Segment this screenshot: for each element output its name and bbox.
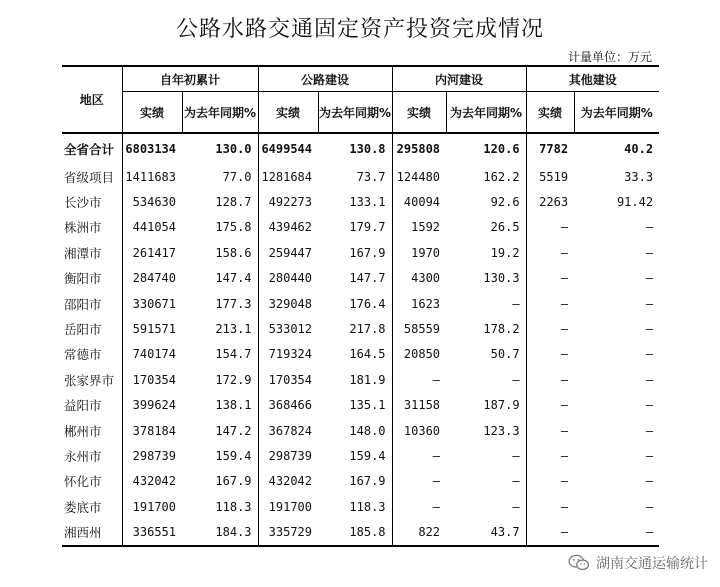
yoy-percent-cell: – — [645, 322, 654, 337]
yoy-percent-cell: 130.8 — [349, 142, 386, 156]
actual-value-cell: 439462 — [258, 215, 318, 240]
actual-value-cell: – — [526, 469, 574, 494]
investment-table — [62, 65, 659, 547]
actual-value-cell: 329048 — [258, 291, 318, 316]
yoy-percent-cell: 118.3 — [349, 499, 386, 514]
table-row — [62, 342, 659, 367]
yoy-percent-cell: 40.2 — [624, 142, 654, 156]
yoy-percent-cell: – — [645, 271, 654, 286]
region-name-cell: 益阳市 — [64, 398, 102, 414]
yoy-percent-cell: 167.9 — [349, 474, 386, 489]
yoy-percent-cell: 187.9 — [483, 398, 520, 413]
actual-value-cell: 10360 — [392, 418, 446, 443]
region-name-cell: 永州市 — [64, 448, 102, 464]
yoy-percent-cell: 164.5 — [349, 347, 386, 362]
yoy-percent-cell: – — [645, 398, 654, 413]
actual-value-cell: – — [526, 418, 574, 443]
yoy-percent-cell: 185.8 — [349, 525, 386, 540]
yoy-percent-cell: 118.3 — [215, 499, 252, 514]
yoy-percent-cell: 133.1 — [349, 195, 386, 210]
table-row — [62, 418, 659, 443]
region-name-cell: 省级项目 — [64, 169, 115, 185]
actual-value-cell: 740174 — [122, 342, 182, 367]
wechat-icon — [568, 554, 590, 572]
region-name-cell: 郴州市 — [64, 423, 102, 439]
region-name-cell: 湘潭市 — [64, 245, 102, 261]
actual-value-cell: 5519 — [526, 164, 574, 189]
actual-value-cell: 1281684 — [258, 164, 318, 189]
actual-value-cell: 335729 — [258, 519, 318, 545]
yoy-percent-cell: 147.7 — [349, 271, 386, 286]
table-row — [62, 291, 659, 316]
actual-value-cell: 367824 — [258, 418, 318, 443]
actual-value-cell: 259447 — [258, 240, 318, 265]
actual-value-cell: 432042 — [258, 469, 318, 494]
region-name-cell: 湘西州 — [64, 525, 102, 541]
yoy-percent-cell: 178.2 — [483, 322, 520, 337]
yoy-percent-cell: 176.4 — [349, 296, 386, 311]
actual-value-cell: 441054 — [122, 215, 182, 240]
actual-value-cell: – — [526, 240, 574, 265]
yoy-percent-cell: 130.3 — [483, 271, 520, 286]
yoy-percent-cell: – — [645, 474, 654, 489]
yoy-percent-cell: 162.2 — [483, 169, 520, 184]
yoy-percent-cell: – — [645, 448, 654, 463]
yoy-percent-cell: 175.8 — [215, 220, 252, 235]
region-name-cell: 株洲市 — [64, 220, 102, 236]
actual-value-cell: 20850 — [392, 342, 446, 367]
actual-value-cell: 6803134 — [122, 133, 182, 164]
yoy-percent-cell: 159.4 — [349, 448, 386, 463]
actual-value-cell: 378184 — [122, 418, 182, 443]
region-name-cell: 长沙市 — [64, 195, 102, 211]
group-header-other: 其他建设 — [526, 66, 659, 92]
yoy-percent-cell: – — [512, 372, 520, 387]
actual-value-cell: – — [526, 519, 574, 545]
actual-value-cell: 298739 — [258, 443, 318, 468]
region-name-cell: 衡阳市 — [64, 271, 102, 287]
region-name-cell: 邵阳市 — [64, 296, 102, 312]
actual-value-cell: 2263 — [526, 189, 574, 214]
yoy-percent-cell: 147.2 — [215, 423, 252, 438]
table-row-total — [62, 133, 659, 164]
yoy-percent-cell: – — [512, 474, 520, 489]
region-name-cell: 全省合计 — [64, 142, 115, 157]
table-header — [62, 66, 659, 133]
actual-value-cell: – — [392, 494, 446, 519]
yoy-percent-cell: – — [512, 448, 520, 463]
actual-value-cell: 432042 — [122, 469, 182, 494]
group-header-inland-waterway: 内河建设 — [392, 66, 526, 92]
yoy-percent-cell: 179.7 — [349, 220, 386, 235]
table-row — [62, 443, 659, 468]
sub-header-actual: 实绩 — [122, 92, 182, 134]
yoy-percent-cell: 154.7 — [215, 347, 252, 362]
actual-value-cell: 719324 — [258, 342, 318, 367]
table-row — [62, 469, 659, 494]
yoy-percent-cell: 120.6 — [483, 142, 520, 156]
unit-label: 计量单位：万元 — [567, 50, 652, 64]
actual-value-cell: – — [526, 316, 574, 341]
yoy-percent-cell: 135.1 — [349, 398, 386, 413]
actual-value-cell: 822 — [392, 519, 446, 545]
sub-header-yoy: 为去年同期% — [318, 92, 392, 134]
actual-value-cell: – — [392, 367, 446, 392]
yoy-percent-cell: 181.9 — [349, 372, 386, 387]
yoy-percent-cell: 92.6 — [490, 195, 520, 210]
page-title: 公路水路交通固定资产投资完成情况 — [175, 17, 544, 42]
actual-value-cell: – — [526, 393, 574, 418]
yoy-percent-cell: 184.3 — [215, 525, 252, 540]
actual-value-cell: 261417 — [122, 240, 182, 265]
table-row — [62, 367, 659, 392]
yoy-percent-cell: 50.7 — [490, 347, 520, 362]
actual-value-cell: 336551 — [122, 519, 182, 545]
table-body — [62, 133, 659, 546]
actual-value-cell: 284740 — [122, 266, 182, 291]
table-row — [62, 189, 659, 214]
actual-value-cell: 1970 — [392, 240, 446, 265]
yoy-percent-cell: – — [645, 347, 654, 362]
actual-value-cell: – — [526, 443, 574, 468]
sub-header-actual: 实绩 — [526, 92, 574, 134]
actual-value-cell: 1411683 — [122, 164, 182, 189]
actual-value-cell: 170354 — [122, 367, 182, 392]
yoy-percent-cell: 177.3 — [215, 296, 252, 311]
table-row — [62, 494, 659, 519]
actual-value-cell: – — [526, 215, 574, 240]
actual-value-cell: 6499544 — [258, 133, 318, 164]
sub-header-actual: 实绩 — [392, 92, 446, 134]
group-header-highway: 公路建设 — [258, 66, 392, 92]
actual-value-cell: 1623 — [392, 291, 446, 316]
actual-value-cell: 1592 — [392, 215, 446, 240]
actual-value-cell: – — [526, 291, 574, 316]
table-row — [62, 393, 659, 418]
yoy-percent-cell: 130.0 — [215, 142, 252, 156]
sub-header-yoy: 为去年同期% — [574, 92, 659, 134]
yoy-percent-cell: 167.9 — [349, 245, 386, 260]
actual-value-cell: 298739 — [122, 443, 182, 468]
yoy-percent-cell: – — [645, 220, 654, 235]
yoy-percent-cell: – — [645, 423, 654, 438]
yoy-percent-cell: 91.42 — [616, 195, 654, 210]
yoy-percent-cell: 159.4 — [215, 448, 252, 463]
yoy-percent-cell: 217.8 — [349, 322, 386, 337]
table-row — [62, 266, 659, 291]
region-name-cell: 岳阳市 — [64, 322, 102, 338]
table-row — [62, 164, 659, 189]
actual-value-cell: 399624 — [122, 393, 182, 418]
yoy-percent-cell: 213.1 — [215, 322, 252, 337]
table-row — [62, 215, 659, 240]
sub-header-yoy: 为去年同期% — [182, 92, 258, 134]
watermark — [568, 553, 708, 573]
group-header-cumulative: 自年初累计 — [122, 66, 258, 92]
actual-value-cell: 58559 — [392, 316, 446, 341]
yoy-percent-cell: – — [645, 499, 654, 514]
yoy-percent-cell: 128.7 — [215, 195, 252, 210]
actual-value-cell: 368466 — [258, 393, 318, 418]
actual-value-cell: 191700 — [258, 494, 318, 519]
actual-value-cell: 170354 — [258, 367, 318, 392]
yoy-percent-cell: 19.2 — [490, 245, 520, 260]
region-name-cell: 怀化市 — [64, 474, 102, 490]
actual-value-cell: 295808 — [392, 133, 446, 164]
actual-value-cell: – — [526, 342, 574, 367]
yoy-percent-cell: 147.4 — [215, 271, 252, 286]
yoy-percent-cell: 138.1 — [215, 398, 252, 413]
yoy-percent-cell: 167.9 — [215, 474, 252, 489]
yoy-percent-cell: 26.5 — [490, 220, 520, 235]
actual-value-cell: 124480 — [392, 164, 446, 189]
yoy-percent-cell: 73.7 — [356, 169, 386, 184]
actual-value-cell: 330671 — [122, 291, 182, 316]
yoy-percent-cell: – — [512, 499, 520, 514]
table-row — [62, 240, 659, 265]
yoy-percent-cell: 148.0 — [349, 423, 386, 438]
actual-value-cell: 31158 — [392, 393, 446, 418]
actual-value-cell: 191700 — [122, 494, 182, 519]
region-name-cell: 娄底市 — [64, 499, 102, 515]
region-name-cell: 常德市 — [64, 347, 102, 363]
actual-value-cell: 7782 — [526, 133, 574, 164]
actual-value-cell: 591571 — [122, 316, 182, 341]
actual-value-cell: – — [392, 469, 446, 494]
yoy-percent-cell: – — [645, 525, 654, 540]
actual-value-cell: 492273 — [258, 189, 318, 214]
sub-header-actual: 实绩 — [258, 92, 318, 134]
actual-value-cell: 40094 — [392, 189, 446, 214]
yoy-percent-cell: 43.7 — [490, 525, 520, 540]
yoy-percent-cell: 123.3 — [483, 423, 520, 438]
actual-value-cell: 4300 — [392, 266, 446, 291]
yoy-percent-cell: – — [645, 245, 654, 260]
yoy-percent-cell: – — [645, 372, 654, 387]
actual-value-cell: 280440 — [258, 266, 318, 291]
actual-value-cell: 533012 — [258, 316, 318, 341]
watermark-text: 湖南交通运输统计 — [596, 556, 708, 572]
actual-value-cell: – — [526, 367, 574, 392]
yoy-percent-cell: 172.9 — [215, 372, 252, 387]
actual-value-cell: – — [526, 494, 574, 519]
region-header: 地区 — [79, 93, 104, 107]
region-name-cell: 张家界市 — [64, 372, 115, 388]
yoy-percent-cell: 33.3 — [624, 169, 654, 184]
sub-header-yoy: 为去年同期% — [446, 92, 526, 134]
table-row — [62, 519, 659, 545]
actual-value-cell: 534630 — [122, 189, 182, 214]
yoy-percent-cell: – — [512, 296, 520, 311]
table-row — [62, 316, 659, 341]
actual-value-cell: – — [392, 443, 446, 468]
yoy-percent-cell: 158.6 — [215, 245, 252, 260]
yoy-percent-cell: – — [645, 296, 654, 311]
yoy-percent-cell: 77.0 — [222, 169, 252, 184]
actual-value-cell: – — [526, 266, 574, 291]
